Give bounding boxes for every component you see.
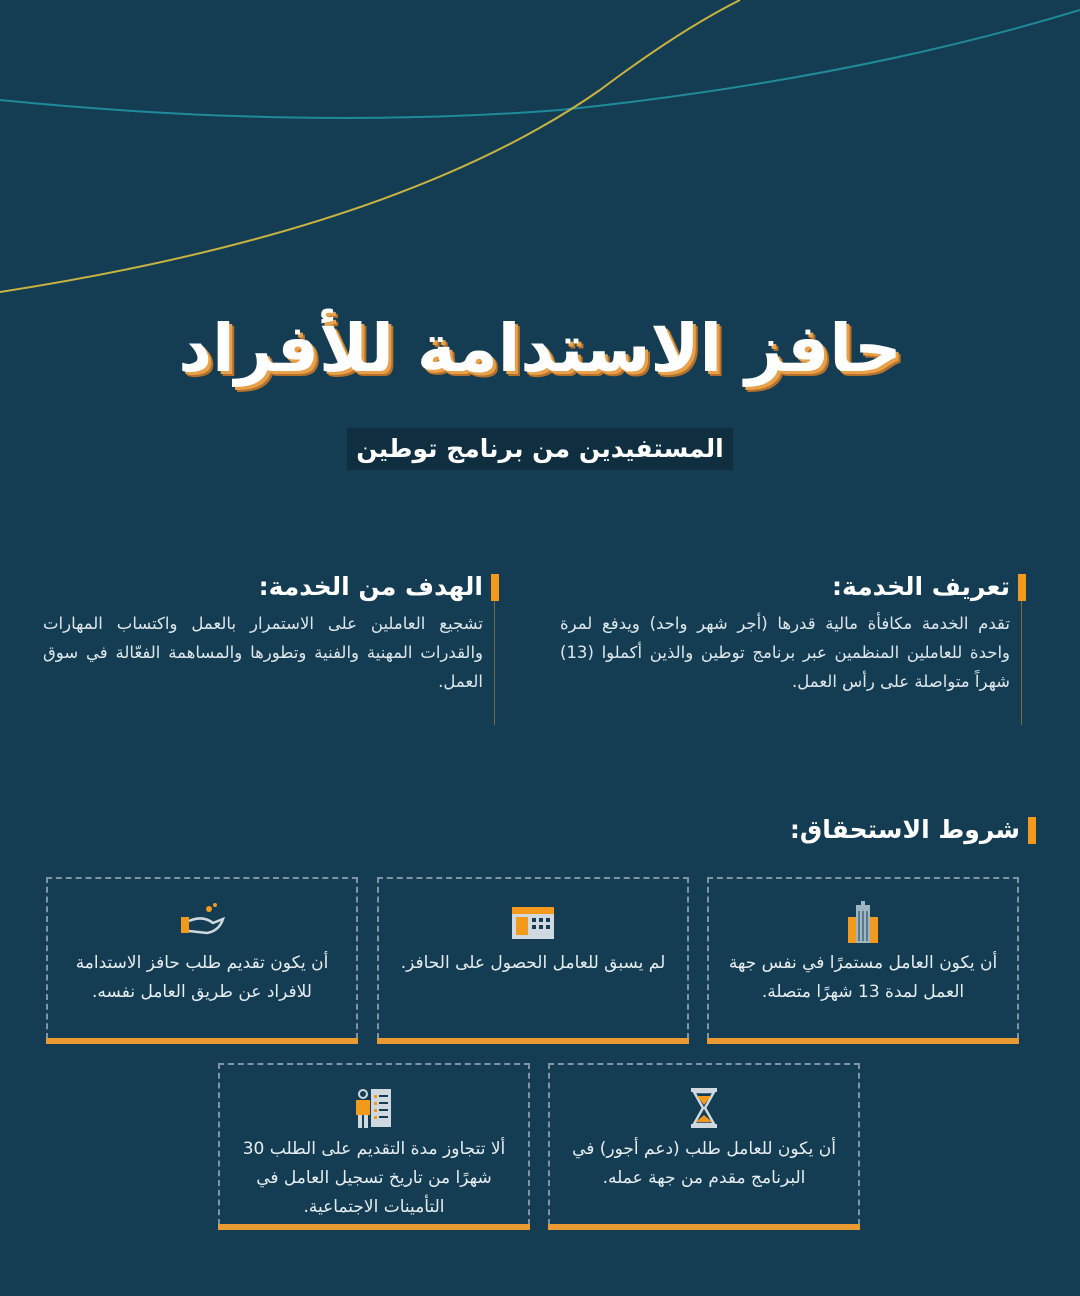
hourglass-icon <box>681 1087 727 1129</box>
goal-section <box>43 572 483 696</box>
accent-bar <box>491 574 499 601</box>
definition-section <box>560 572 1010 696</box>
divider <box>1021 601 1022 725</box>
eligibility-card <box>548 1063 860 1225</box>
accent-bar <box>1028 817 1036 844</box>
eligibility-card <box>46 877 358 1039</box>
eligibility-card <box>707 877 1019 1039</box>
definition-text: تقدم الخدمة مكافأة مالية قدرها (أجر شهر واحد) ويدفع لمرة واحدة للعاملين المنظمين عبر برنامج توطين والذين أكملوا (13) شهراً متواصلة على رأس العمل. <box>560 614 1010 691</box>
page-title: حافز الاستدامة للأفراد <box>178 310 902 387</box>
eligibility-text: لم يسبق للعامل الحصول على الحافز. <box>400 953 666 973</box>
person-checklist-icon <box>351 1087 397 1129</box>
eligibility-text: أن يكون العامل مستمرًا في نفس جهة العمل لمدة 13 شهرًا متصلة. <box>728 953 998 1002</box>
goal-heading: الهدف من الخدمة: <box>258 572 483 601</box>
eligibility-heading: شروط الاستحقاق: <box>789 815 1020 844</box>
eligibility-section <box>720 815 1020 844</box>
calendar-icon <box>510 901 556 943</box>
eligibility-card <box>377 877 689 1039</box>
hand-coin-icon <box>179 901 225 943</box>
eligibility-text: أن يكون للعامل طلب (دعم أجور) في البرنامج مقدم من جهة عمله. <box>572 1139 836 1188</box>
goal-text: تشجيع العاملين على الاستمرار بالعمل واكتساب المهارات والقدرات المهنية والفنية وتطورها والمساهمة الفعّالة في سوق العمل. <box>43 614 483 691</box>
definition-heading: تعريف الخدمة: <box>832 572 1010 601</box>
subtitle-badge: المستفيدين من برنامج توطين <box>347 428 733 470</box>
eligibility-card <box>218 1063 530 1225</box>
divider <box>494 601 495 725</box>
teal-curve <box>0 10 1080 118</box>
eligibility-text: أن يكون تقديم طلب حافز الاستدامة للافراد عن طريق العامل نفسه. <box>75 953 329 1002</box>
building-icon <box>840 901 886 943</box>
eligibility-text: ألا تتجاوز مدة التقديم على الطلب 30 شهرًا من تاريخ تسجيل العامل في التأمينات الاجتماعية. <box>242 1139 506 1217</box>
accent-bar <box>1018 574 1026 601</box>
gold-curve <box>0 0 740 292</box>
decorative-curves <box>0 0 1080 300</box>
